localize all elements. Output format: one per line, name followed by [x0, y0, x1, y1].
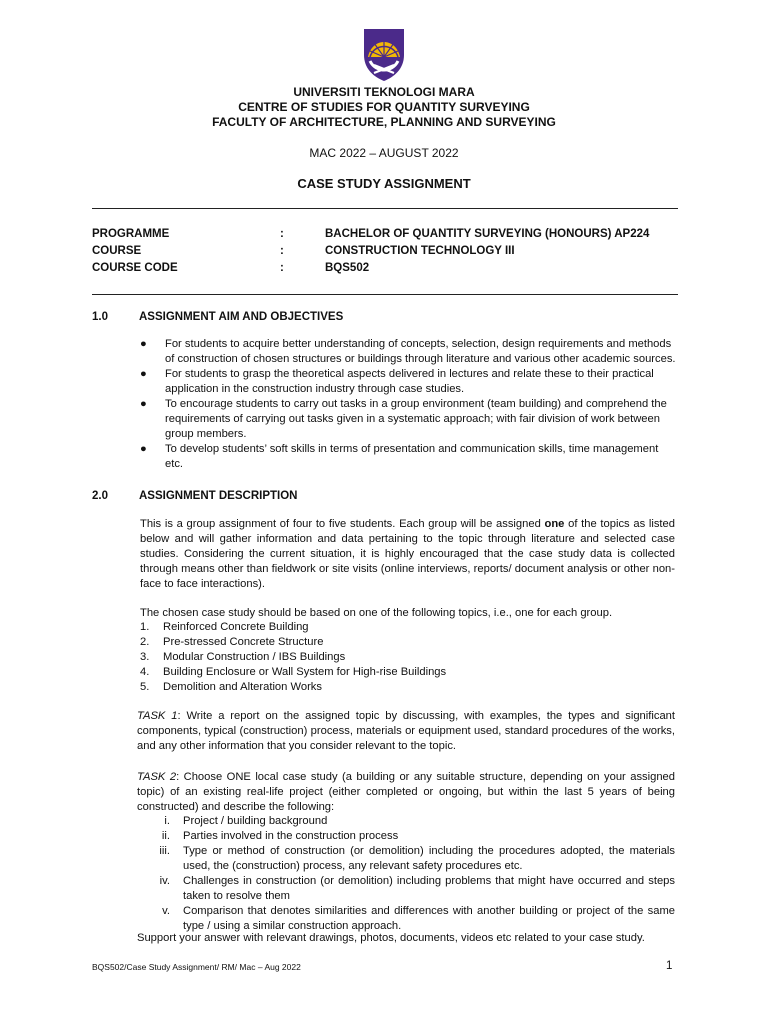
document-title: CASE STUDY ASSIGNMENT — [297, 176, 471, 191]
bullet-text: To encourage students to carry out tasks in a group environment (team building) and comprehend the requirements of carrying out tasks given in a systematic approach; with fair division of work between group members. — [165, 398, 667, 440]
list-item: ii. Parties involved in the construction process — [161, 830, 399, 842]
list-item: i. Project / building background — [164, 815, 328, 827]
topics-intro: The chosen case study should be based on one of the following topics, i.e., one for each group. — [140, 607, 613, 619]
description-paragraph: This is a group assignment of four to five students. Each group will be assigned one of the topics as listed below and will gather information and data pertaining to the topic through literature and selected case studies. Considering the current situation, it is highly encouraged that the case study data is collected through means other than fieldwork or site visits (online interviews, reports/ document analysis or other non-face to face interactions). — [140, 518, 675, 590]
bottom-rule — [92, 294, 678, 295]
list-item — [140, 397, 676, 442]
course-code-separator: : — [280, 262, 284, 274]
list-item — [140, 367, 676, 397]
task-2-paragraph: TASK 2: Choose ONE local case study (a building or any suitable structure, depending on your assigned topic) of an existing real-life project (either completed or ongoing, but within the last 5 years of being constructed) and describe the following: — [137, 771, 676, 813]
objectives-list — [140, 337, 676, 472]
task-1-label: TASK 1 — [137, 710, 178, 722]
course-label: COURSE — [92, 245, 142, 257]
bullet-icon: ● — [140, 398, 147, 410]
list-item: 3. Modular Construction / IBS Buildings — [140, 651, 346, 663]
bullet-text: For students to grasp the theoretical aspects delivered in lectures and relate these to their practical application in the construction industry through case studies. — [165, 368, 654, 395]
programme-value: BACHELOR OF QUANTITY SURVEYING (HONOURS) AP224 — [325, 228, 650, 240]
section-1-title: ASSIGNMENT AIM AND OBJECTIVES — [139, 311, 344, 323]
task-2-list — [140, 814, 675, 934]
task-1-paragraph: TASK 1: Write a report on the assigned topic by discussing, with examples, the types and significant components, typical (construction) process, materials or equipment used, standard procedures of the works, and any other information that you consider relevant to the topic. — [137, 710, 675, 752]
bullet-icon: ● — [140, 338, 147, 350]
bullet-text: For students to acquire better understanding of concepts, selection, design requirements and methods of construction of chosen structures or buildings through literature and various other academic sources. — [165, 338, 676, 365]
course-separator: : — [280, 245, 284, 257]
bullet-icon: ● — [140, 368, 147, 380]
top-rule — [92, 208, 678, 209]
list-item: 4. Building Enclosure or Wall System for High-rise Buildings — [140, 666, 447, 678]
list-item — [140, 442, 676, 472]
programme-label: PROGRAMME — [92, 228, 170, 240]
list-item: 5. Demolition and Alteration Works — [140, 681, 322, 693]
topics-list — [140, 620, 446, 695]
list-item: 1. Reinforced Concrete Building — [140, 621, 309, 633]
list-item: iii. Type or method of construction (or demolition) including the procedures adopted, the materials used, the (construction) process, any relevant safety procedures etc. — [159, 845, 675, 872]
page-number: 1 — [666, 960, 673, 972]
footer-reference: BQS502/Case Study Assignment/ RM/ Mac – Aug 2022 — [92, 962, 301, 972]
bullet-text: To develop students’ soft skills in terms of presentation and communication skills, time management etc. — [165, 443, 659, 470]
section-1-number: 1.0 — [92, 311, 108, 323]
uitm-crest-icon — [360, 27, 408, 83]
bullet-icon: ● — [140, 443, 147, 455]
support-note: Support your answer with relevant drawings, photos, documents, videos etc related to your case study. — [137, 932, 645, 944]
section-2-title: ASSIGNMENT DESCRIPTION — [139, 490, 298, 502]
centre-name: CENTRE OF STUDIES FOR QUANTITY SURVEYING — [238, 100, 530, 114]
emphasis-one: one — [544, 518, 565, 530]
faculty-name: FACULTY OF ARCHITECTURE, PLANNING AND SURVEYING — [212, 115, 556, 129]
course-code-label: COURSE CODE — [92, 262, 178, 274]
course-value: CONSTRUCTION TECHNOLOGY III — [325, 245, 515, 257]
university-name: UNIVERSITI TEKNOLOGI MARA — [293, 85, 475, 99]
session-dates: MAC 2022 – AUGUST 2022 — [309, 146, 459, 160]
course-code-value: BQS502 — [325, 262, 370, 274]
list-item: 2. Pre-stressed Concrete Structure — [140, 636, 324, 648]
task-2-label: TASK 2 — [137, 771, 177, 783]
list-item: iv. Challenges in construction (or demolition) including problems that might have occurred and steps taken to resolve them — [159, 875, 675, 902]
list-item — [140, 337, 676, 367]
section-2-number: 2.0 — [92, 490, 108, 502]
list-item: v. Comparison that denotes similarities and differences with another building or project of the same type / using a similar construction approach. — [162, 905, 675, 932]
programme-separator: : — [280, 228, 284, 240]
